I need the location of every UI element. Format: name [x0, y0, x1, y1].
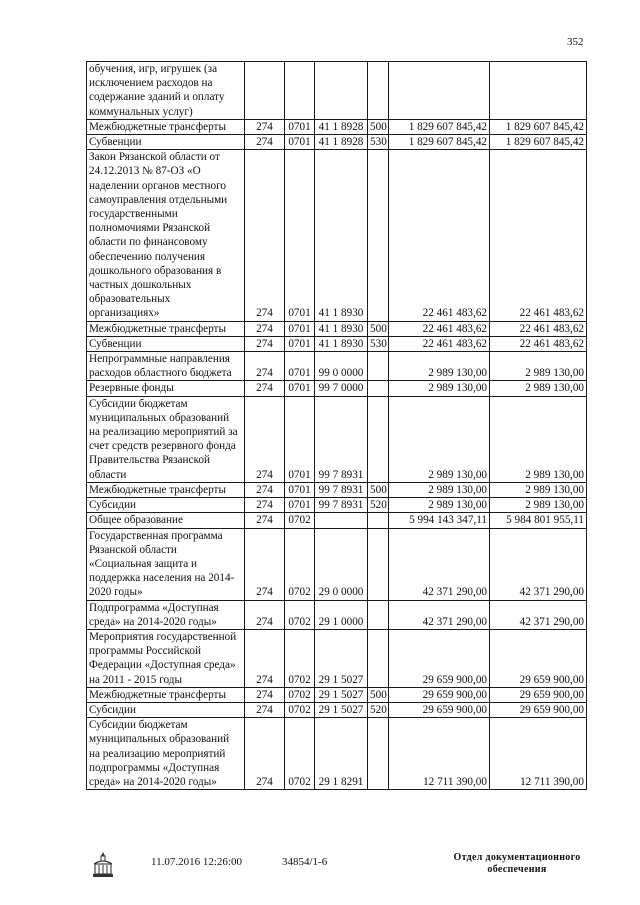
section-cell: 0702 — [285, 528, 315, 600]
target-article-cell: 29 1 5027 — [315, 629, 368, 687]
ved-cell: 274 — [245, 687, 285, 702]
row-name-cell: Межбюджетные трансферты — [87, 687, 245, 702]
amount-1-cell: 1 829 607 845,42 — [389, 119, 490, 134]
amount-2-cell: 29 659 900,00 — [490, 687, 587, 702]
amount-1-cell: 42 371 290,00 — [389, 600, 490, 629]
table-row — [87, 528, 587, 600]
section-cell: 0702 — [285, 513, 315, 528]
ved-cell: 274 — [245, 629, 285, 687]
ved-cell: 274 — [245, 513, 285, 528]
expense-type-cell — [368, 513, 389, 528]
ved-cell: 274 — [245, 119, 285, 134]
expense-type-cell: 500 — [368, 119, 389, 134]
row-name-cell: Субсидии бюджетам муниципальных образований на реализацию мероприятий подпрограммы «Доступная среда» на 2014-2020 годы» — [87, 718, 245, 790]
amount-2-cell: 22 461 483,62 — [490, 150, 587, 321]
section-cell: 0702 — [285, 702, 315, 717]
ved-cell: 274 — [245, 396, 285, 482]
amount-2-cell: 1 829 607 845,42 — [490, 119, 587, 134]
page-number: 352 — [567, 36, 584, 48]
row-name-cell: Мероприятия государственной программы Российской Федерации «Доступная среда» на 2011 - 2015 годы — [87, 629, 245, 687]
amount-2-cell: 29 659 900,00 — [490, 702, 587, 717]
amount-1-cell: 2 989 130,00 — [389, 498, 490, 513]
ved-cell: 274 — [245, 482, 285, 497]
amount-1-cell: 2 989 130,00 — [389, 482, 490, 497]
target-article-cell: 41 1 8928 — [315, 135, 368, 150]
target-article-cell — [315, 513, 368, 528]
row-name-cell: Субсидии — [87, 702, 245, 717]
expense-type-cell — [368, 718, 389, 790]
amount-1-cell: 2 989 130,00 — [389, 381, 490, 396]
table-row — [87, 352, 587, 381]
expense-type-cell — [368, 396, 389, 482]
amount-1-cell: 22 461 483,62 — [389, 321, 490, 336]
amount-1-cell — [389, 62, 490, 120]
target-article-cell: 29 1 8291 — [315, 718, 368, 790]
amount-2-cell: 2 989 130,00 — [490, 381, 587, 396]
target-article-cell: 99 7 8931 — [315, 498, 368, 513]
ved-cell: 274 — [245, 381, 285, 396]
target-article-cell: 99 7 8931 — [315, 396, 368, 482]
row-name-cell: Межбюджетные трансферты — [87, 119, 245, 134]
section-cell: 0701 — [285, 396, 315, 482]
ved-cell: 274 — [245, 336, 285, 351]
row-name-cell: обучения, игр, игрушек (за исключением расходов на содержание зданий и оплату коммунальных услуг) — [87, 62, 245, 120]
section-cell: 0701 — [285, 135, 315, 150]
target-article-cell — [315, 62, 368, 120]
amount-1-cell: 1 829 607 845,42 — [389, 135, 490, 150]
ved-cell: 274 — [245, 150, 285, 321]
amount-1-cell: 29 659 900,00 — [389, 702, 490, 717]
expense-type-cell: 500 — [368, 482, 389, 497]
row-name-cell: Субвенции — [87, 135, 245, 150]
table-row — [87, 702, 587, 717]
table-row — [87, 62, 587, 120]
table-row — [87, 600, 587, 629]
footer — [0, 848, 640, 888]
section-cell: 0702 — [285, 718, 315, 790]
target-article-cell: 29 1 5027 — [315, 687, 368, 702]
row-name-cell: Резервные фонды — [87, 381, 245, 396]
expense-type-cell: 520 — [368, 702, 389, 717]
section-cell: 0701 — [285, 482, 315, 497]
amount-2-cell: 42 371 290,00 — [490, 600, 587, 629]
target-article-cell: 29 0 0000 — [315, 528, 368, 600]
ved-cell: 274 — [245, 321, 285, 336]
amount-1-cell: 5 994 143 347,11 — [389, 513, 490, 528]
section-cell: 0701 — [285, 150, 315, 321]
row-name-cell: Межбюджетные трансферты — [87, 321, 245, 336]
table-row — [87, 135, 587, 150]
row-name-cell: Субвенции — [87, 336, 245, 351]
amount-1-cell: 22 461 483,62 — [389, 336, 490, 351]
section-cell: 0702 — [285, 600, 315, 629]
section-cell: 0701 — [285, 498, 315, 513]
target-article-cell: 99 7 0000 — [315, 381, 368, 396]
amount-2-cell: 1 829 607 845,42 — [490, 135, 587, 150]
amount-2-cell: 5 984 801 955,11 — [490, 513, 587, 528]
expense-type-cell: 500 — [368, 321, 389, 336]
ved-cell: 274 — [245, 528, 285, 600]
emblem-icon — [90, 850, 116, 880]
row-name-cell: Непрограммные направления расходов областного бюджета — [87, 352, 245, 381]
target-article-cell: 99 7 8931 — [315, 482, 368, 497]
expense-type-cell — [368, 629, 389, 687]
ved-cell: 274 — [245, 600, 285, 629]
row-name-cell: Государственная программа Рязанской области «Социальная защита и поддержка населения на 2014-2020 годы» — [87, 528, 245, 600]
footer-doc-number: 34854/1-6 — [282, 856, 328, 868]
amount-1-cell: 12 711 390,00 — [389, 718, 490, 790]
expense-type-cell: 530 — [368, 135, 389, 150]
table-row — [87, 396, 587, 482]
target-article-cell: 29 1 5027 — [315, 702, 368, 717]
row-name-cell: Субсидии бюджетам муниципальных образований на реализацию мероприятий за счет средств резервного фонда Правительства Рязанской области — [87, 396, 245, 482]
ved-cell: 274 — [245, 135, 285, 150]
ved-cell: 274 — [245, 702, 285, 717]
amount-1-cell: 29 659 900,00 — [389, 687, 490, 702]
table-row — [87, 498, 587, 513]
target-article-cell: 99 0 0000 — [315, 352, 368, 381]
table-row — [87, 381, 587, 396]
table-row — [87, 336, 587, 351]
target-article-cell: 41 1 8930 — [315, 150, 368, 321]
amount-2-cell: 22 461 483,62 — [490, 321, 587, 336]
expense-type-cell — [368, 150, 389, 321]
expense-type-cell: 520 — [368, 498, 389, 513]
section-cell: 0702 — [285, 687, 315, 702]
section-cell — [285, 62, 315, 120]
amount-2-cell: 29 659 900,00 — [490, 629, 587, 687]
ved-cell: 274 — [245, 352, 285, 381]
ved-cell — [245, 62, 285, 120]
row-name-cell: Общее образование — [87, 513, 245, 528]
amount-2-cell: 22 461 483,62 — [490, 336, 587, 351]
table-row — [87, 687, 587, 702]
table-row — [87, 482, 587, 497]
expense-type-cell: 530 — [368, 336, 389, 351]
section-cell: 0701 — [285, 336, 315, 351]
expense-type-cell — [368, 528, 389, 600]
expense-type-cell — [368, 600, 389, 629]
section-cell: 0701 — [285, 352, 315, 381]
row-name-cell: Субсидии — [87, 498, 245, 513]
amount-1-cell: 42 371 290,00 — [389, 528, 490, 600]
section-cell: 0701 — [285, 321, 315, 336]
table-row — [87, 119, 587, 134]
amount-2-cell: 2 989 130,00 — [490, 352, 587, 381]
amount-2-cell: 12 711 390,00 — [490, 718, 587, 790]
section-cell: 0701 — [285, 381, 315, 396]
amount-1-cell: 22 461 483,62 — [389, 150, 490, 321]
section-cell: 0702 — [285, 629, 315, 687]
table-row — [87, 718, 587, 790]
expense-type-cell: 500 — [368, 687, 389, 702]
amount-1-cell: 2 989 130,00 — [389, 352, 490, 381]
amount-1-cell: 2 989 130,00 — [389, 396, 490, 482]
target-article-cell: 41 1 8928 — [315, 119, 368, 134]
amount-2-cell — [490, 62, 587, 120]
table-row — [87, 513, 587, 528]
expense-type-cell — [368, 62, 389, 120]
target-article-cell: 29 1 0000 — [315, 600, 368, 629]
expense-type-cell — [368, 352, 389, 381]
row-name-cell: Межбюджетные трансферты — [87, 482, 245, 497]
budget-table — [86, 61, 587, 790]
row-name-cell: Подпрограмма «Доступная среда» на 2014-2020 годы» — [87, 600, 245, 629]
target-article-cell: 41 1 8930 — [315, 321, 368, 336]
footer-department: Отдел документационного обеспечения — [453, 852, 581, 875]
target-article-cell: 41 1 8930 — [315, 336, 368, 351]
footer-datetime: 11.07.2016 12:26:00 — [151, 856, 242, 868]
row-name-cell: Закон Рязанской области от 24.12.2013 № 87-ОЗ «О наделении органов местного самоуправления отдельными государственными полномочиями Рязанской области по финансовому обеспечению получения дошкольного образования в частных дошкольных образовательных организациях» — [87, 150, 245, 321]
section-cell: 0701 — [285, 119, 315, 134]
table-row — [87, 150, 587, 321]
amount-2-cell: 42 371 290,00 — [490, 528, 587, 600]
amount-2-cell: 2 989 130,00 — [490, 498, 587, 513]
ved-cell: 274 — [245, 498, 285, 513]
amount-2-cell: 2 989 130,00 — [490, 396, 587, 482]
amount-1-cell: 29 659 900,00 — [389, 629, 490, 687]
table-row — [87, 321, 587, 336]
ved-cell: 274 — [245, 718, 285, 790]
table-row — [87, 629, 587, 687]
expense-type-cell — [368, 381, 389, 396]
amount-2-cell: 2 989 130,00 — [490, 482, 587, 497]
